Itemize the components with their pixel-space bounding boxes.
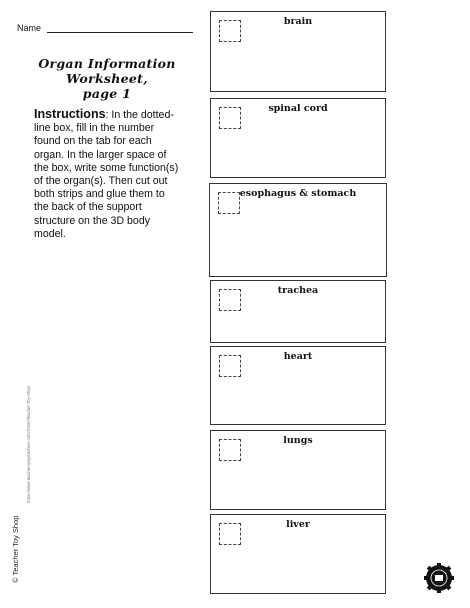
title-line-2: page 1 xyxy=(82,86,132,101)
teacher-toy-shop-logo-icon xyxy=(424,563,454,593)
copyright-text: © Teacher Toy Shop xyxy=(11,515,20,583)
organ-label: heart xyxy=(283,351,313,362)
organ-box-trachea xyxy=(210,280,386,343)
organ-box-brain xyxy=(210,11,386,92)
name-field[interactable] xyxy=(47,24,193,33)
store-url: https://www.teacherspayteachers.com/Store/Teacher-Toy-Shop xyxy=(26,386,31,503)
name-label: Name xyxy=(17,23,42,33)
organ-label: spinal cord xyxy=(268,103,328,114)
organ-box-liver xyxy=(210,514,386,594)
organ-label: trachea xyxy=(277,285,319,296)
organ-label: brain xyxy=(283,16,313,27)
worksheet-title xyxy=(12,56,202,101)
instructions-text: : In the dotted-line box, fill in the number found on the tab for each organ. In the larger space of the box, write some function(s) of the organ(s). Then cut out both strips and glue them to the back of the support structure on the 3D body model. xyxy=(34,109,179,240)
name-row xyxy=(17,23,193,33)
title-line-1: Organ Information Worksheet, xyxy=(38,56,176,86)
organ-box-lungs xyxy=(210,430,386,510)
organ-label: lungs xyxy=(283,435,313,446)
organ-label: esophagus & stomach xyxy=(239,188,357,199)
instructions-heading: Instructions xyxy=(34,107,106,121)
organ-box-spinal-cord xyxy=(210,98,386,178)
organ-box-heart xyxy=(210,346,386,425)
instructions xyxy=(34,108,182,241)
organ-box-esophagus-stomach xyxy=(209,183,387,277)
organ-label: liver xyxy=(286,519,310,530)
